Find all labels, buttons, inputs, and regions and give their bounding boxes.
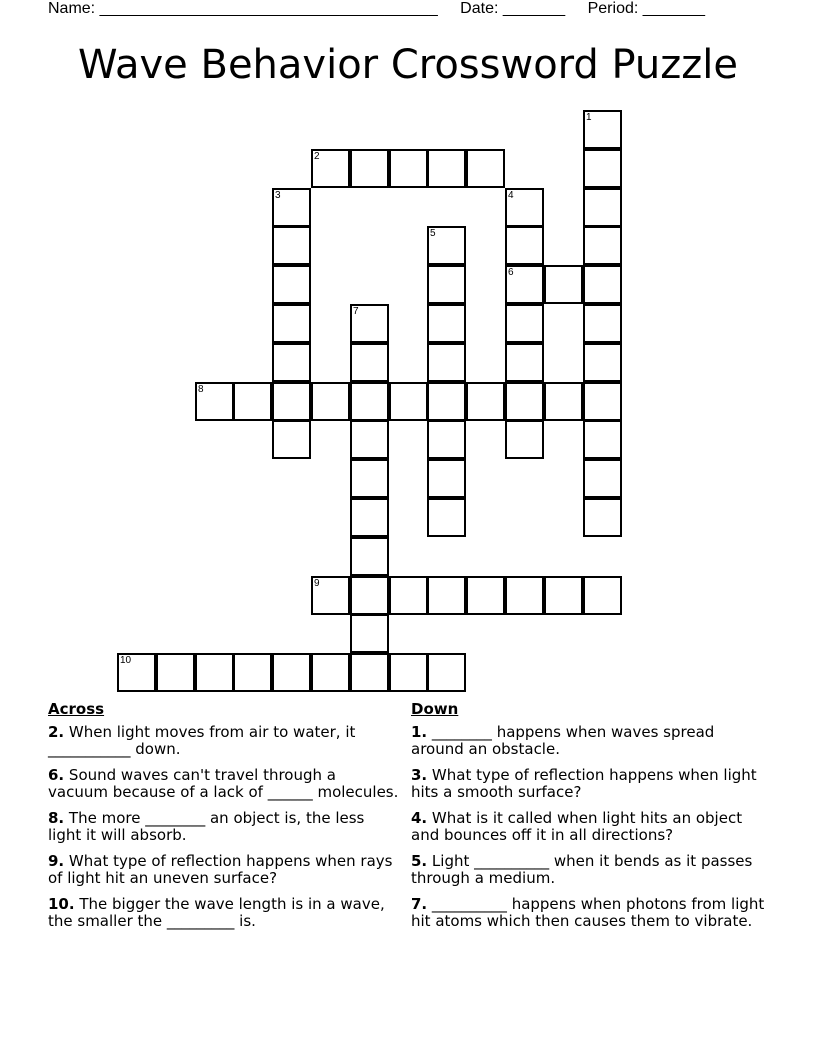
grid-cell[interactable] (427, 420, 466, 459)
across-clue-6 (48, 767, 400, 801)
clue-number-label: 2 (314, 151, 320, 162)
grid-cell[interactable] (350, 304, 389, 343)
grid-cell[interactable] (117, 653, 156, 692)
grid-cell[interactable] (350, 576, 389, 615)
grid-cell[interactable] (427, 343, 466, 382)
grid-cell[interactable] (427, 226, 466, 265)
period-field[interactable]: Period: _______ (587, 0, 706, 17)
grid-cell[interactable] (195, 653, 234, 692)
clue-number: 3. (411, 766, 428, 784)
grid-cell[interactable] (272, 304, 311, 343)
grid-cell[interactable] (466, 149, 505, 188)
grid-cell[interactable] (350, 343, 389, 382)
grid-cell[interactable] (233, 382, 272, 421)
clue-number: 7. (411, 895, 428, 913)
clue-number-label: 4 (508, 190, 514, 201)
grid-cell[interactable] (583, 382, 622, 421)
grid-cell[interactable] (505, 343, 544, 382)
clue-number-label: 9 (314, 578, 320, 589)
grid-cell[interactable] (350, 382, 389, 421)
clue-text: What type of reflection happens when light hits a smooth surface? (411, 766, 757, 801)
grid-cell[interactable] (389, 149, 428, 188)
clue-text: The bigger the wave length is in a wave, the smaller the _________ is. (48, 895, 385, 930)
grid-cell[interactable] (505, 304, 544, 343)
across-clue-2 (48, 724, 400, 758)
clue-number: 9. (48, 852, 65, 870)
grid-cell[interactable] (583, 498, 622, 537)
down-clue-5 (411, 853, 771, 887)
grid-cell[interactable] (427, 382, 466, 421)
grid-cell[interactable] (505, 382, 544, 421)
clue-number: 2. (48, 723, 65, 741)
grid-cell[interactable] (350, 653, 389, 692)
grid-cell[interactable] (466, 382, 505, 421)
grid-cell[interactable] (427, 149, 466, 188)
grid-cell[interactable] (505, 226, 544, 265)
clue-text: Light __________ when it bends as it passes through a medium. (411, 852, 753, 887)
clue-number-label: 8 (198, 384, 204, 395)
grid-cell[interactable] (311, 576, 350, 615)
clue-text: The more ________ an object is, the less light it will absorb. (48, 809, 365, 844)
grid-cell[interactable] (311, 149, 350, 188)
grid-cell[interactable] (466, 576, 505, 615)
page-title: Wave Behavior Crossword Puzzle (78, 42, 738, 88)
clue-number-label: 7 (353, 306, 359, 317)
clue-number-label: 5 (430, 228, 436, 239)
grid-cell[interactable] (583, 304, 622, 343)
grid-cell[interactable] (350, 614, 389, 653)
down-clue-3 (411, 767, 771, 801)
across-clue-10 (48, 896, 400, 930)
grid-cell[interactable] (583, 265, 622, 304)
clue-text: When light moves from air to water, it ___________ down. (48, 723, 356, 758)
grid-cell[interactable] (505, 576, 544, 615)
clue-number-label: 10 (120, 655, 132, 666)
clue-number: 6. (48, 766, 65, 784)
grid-cell[interactable] (389, 576, 428, 615)
clue-text: ________ happens when waves spread around an obstacle. (411, 723, 715, 758)
grid-cell[interactable] (311, 382, 350, 421)
down-clue-1 (411, 724, 771, 758)
name-field[interactable]: Name: ______________________________________ (48, 0, 438, 17)
down-heading: Down (411, 700, 459, 718)
grid-cell[interactable] (350, 498, 389, 537)
grid-cell[interactable] (427, 498, 466, 537)
clue-text: Sound waves can't travel through a vacuum because of a lack of ______ molecules. (48, 766, 399, 801)
date-field[interactable]: Date: _______ (460, 0, 566, 17)
grid-cell[interactable] (583, 576, 622, 615)
grid-cell[interactable] (272, 653, 311, 692)
grid-cell[interactable] (583, 149, 622, 188)
clue-text: What is it called when light hits an object and bounces off it in all directions? (411, 809, 743, 844)
grid-cell[interactable] (427, 459, 466, 498)
grid-cell[interactable] (583, 459, 622, 498)
grid-cell[interactable] (350, 420, 389, 459)
grid-cell[interactable] (389, 382, 428, 421)
down-clue-7 (411, 896, 771, 930)
grid-cell[interactable] (544, 576, 583, 615)
grid-cell[interactable] (272, 188, 311, 227)
grid-cell[interactable] (583, 343, 622, 382)
across-heading: Across (48, 700, 105, 718)
down-clue-4 (411, 810, 771, 844)
grid-cell[interactable] (427, 265, 466, 304)
grid-cell[interactable] (272, 382, 311, 421)
clue-number: 10. (48, 895, 75, 913)
grid-cell[interactable] (427, 653, 466, 692)
grid-cell[interactable] (272, 226, 311, 265)
down-clues (411, 701, 771, 939)
grid-cell[interactable] (311, 653, 350, 692)
across-clue-8 (48, 810, 400, 844)
clue-text: __________ happens when photons from light hit atoms which then causes them to vibrate. (411, 895, 765, 930)
grid-cell[interactable] (505, 420, 544, 459)
grid-cell[interactable] (505, 265, 544, 304)
clue-text: What type of reflection happens when rays of light hit an uneven surface? (48, 852, 393, 887)
grid-cell[interactable] (544, 382, 583, 421)
grid-cell[interactable] (272, 265, 311, 304)
clue-number: 4. (411, 809, 428, 827)
grid-cell[interactable] (505, 188, 544, 227)
grid-cell[interactable] (233, 653, 272, 692)
grid-cell[interactable] (195, 382, 234, 421)
across-clue-9 (48, 853, 400, 887)
grid-cell[interactable] (350, 537, 389, 576)
grid-cell[interactable] (350, 149, 389, 188)
grid-cell[interactable] (389, 653, 428, 692)
grid-cell[interactable] (350, 459, 389, 498)
clue-number-label: 1 (586, 112, 592, 123)
grid-cell[interactable] (583, 188, 622, 227)
grid-cell[interactable] (156, 653, 195, 692)
clue-number: 8. (48, 809, 65, 827)
grid-cell[interactable] (583, 110, 622, 149)
grid-cell[interactable] (583, 226, 622, 265)
grid-cell[interactable] (272, 343, 311, 382)
grid-cell[interactable] (583, 420, 622, 459)
grid-cell[interactable] (272, 420, 311, 459)
across-clues (48, 701, 400, 939)
clue-number: 5. (411, 852, 428, 870)
grid-cell[interactable] (427, 576, 466, 615)
clue-number-label: 6 (508, 267, 514, 278)
clue-number: 1. (411, 723, 428, 741)
grid-cell[interactable] (427, 304, 466, 343)
clue-number-label: 3 (275, 190, 281, 201)
grid-cell[interactable] (544, 265, 583, 304)
